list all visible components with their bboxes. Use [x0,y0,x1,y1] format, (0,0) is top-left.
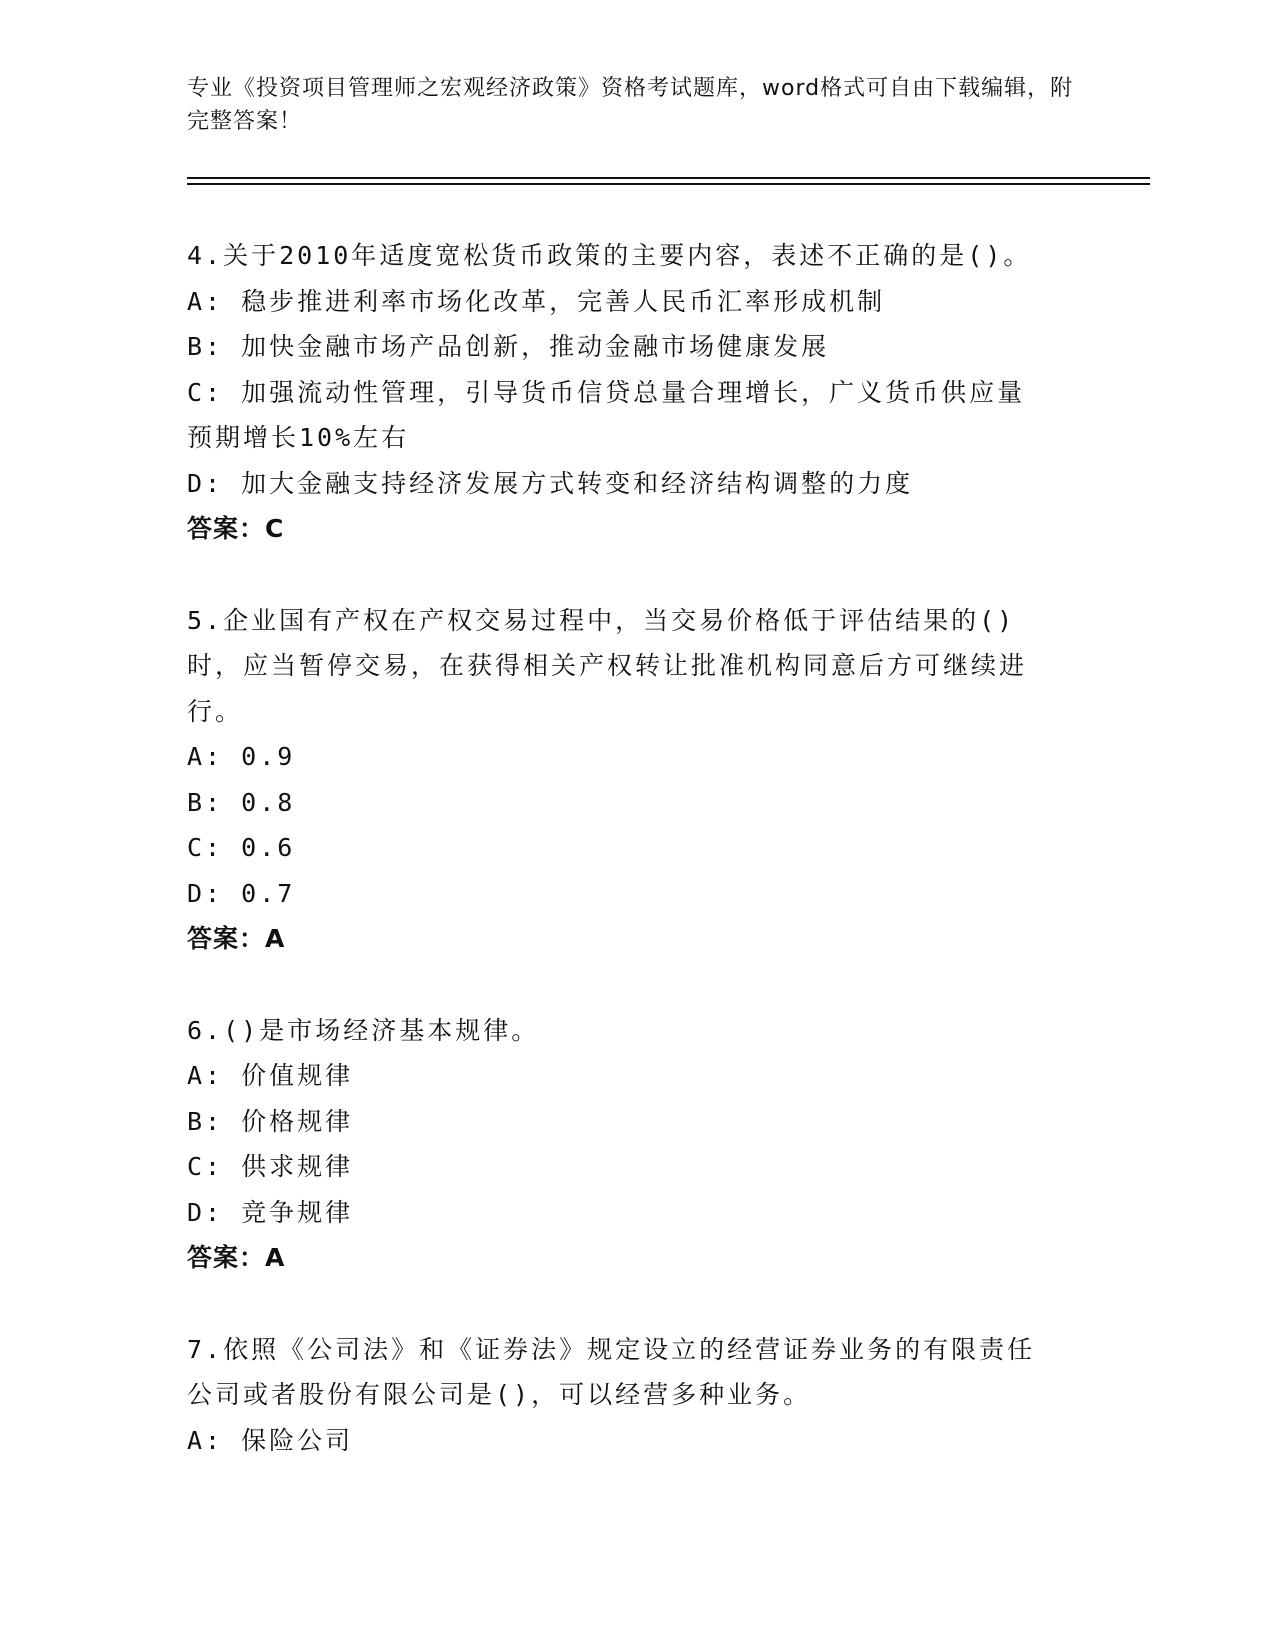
option-a: A: 保险公司 [187,1425,354,1455]
question-5 [187,598,1067,962]
question-stem: 6.()是市场经济基本规律。 [187,1015,540,1045]
header-rule-top [187,177,1150,179]
question-7 [187,1327,1067,1464]
question-stem: 4.关于2010年适度宽松货币政策的主要内容，表述不正确的是()。 [187,241,1032,270]
option-d: D: 加大金融支持经济发展方式转变和经济结构调整的力度 [187,468,914,498]
question-stem: 7.依照《公司法》和《证券法》规定设立的经营证券业务的有限责任公司或者股份有限公司是()，可以经营多种业务。 [187,1334,1036,1409]
header-rule-bottom [187,183,1150,185]
option-d: D: 0.7 [187,878,296,908]
question-stem: 5.企业国有产权在产权交易过程中，当交易价格低于评估结果的()时，应当暂停交易，在获得相关产权转让批准机构同意后方可继续进行。 [187,605,1028,726]
option-a: A: 稳步推进利率市场化改革，完善人民币汇率形成机制 [187,286,886,316]
option-d: D: 竞争规律 [187,1197,354,1227]
question-list [187,233,1067,1463]
question-6 [187,1008,1067,1281]
option-a: A: 0.9 [187,742,296,771]
document-header: 专业《投资项目管理师之宏观经济政策》资格考试题库，word格式可自由下载编辑，附完整答案！ [187,76,1074,134]
answer: 答案：A [187,924,286,953]
question-4 [187,233,1067,552]
option-c: C: 0.6 [187,833,296,862]
option-a: A: 价值规律 [187,1061,354,1090]
answer: 答案：C [187,514,285,543]
option-c: C: 供求规律 [187,1152,354,1181]
option-c: C: 加强流动性管理，引导货币信贷总量合理增长，广义货币供应量预期增长10%左右 [187,377,1026,452]
option-b: B: 0.8 [187,787,296,817]
option-b: B: 加快金融市场产品创新，推动金融市场健康发展 [187,332,830,361]
option-b: B: 价格规律 [187,1106,354,1136]
answer: 答案：A [187,1243,286,1272]
